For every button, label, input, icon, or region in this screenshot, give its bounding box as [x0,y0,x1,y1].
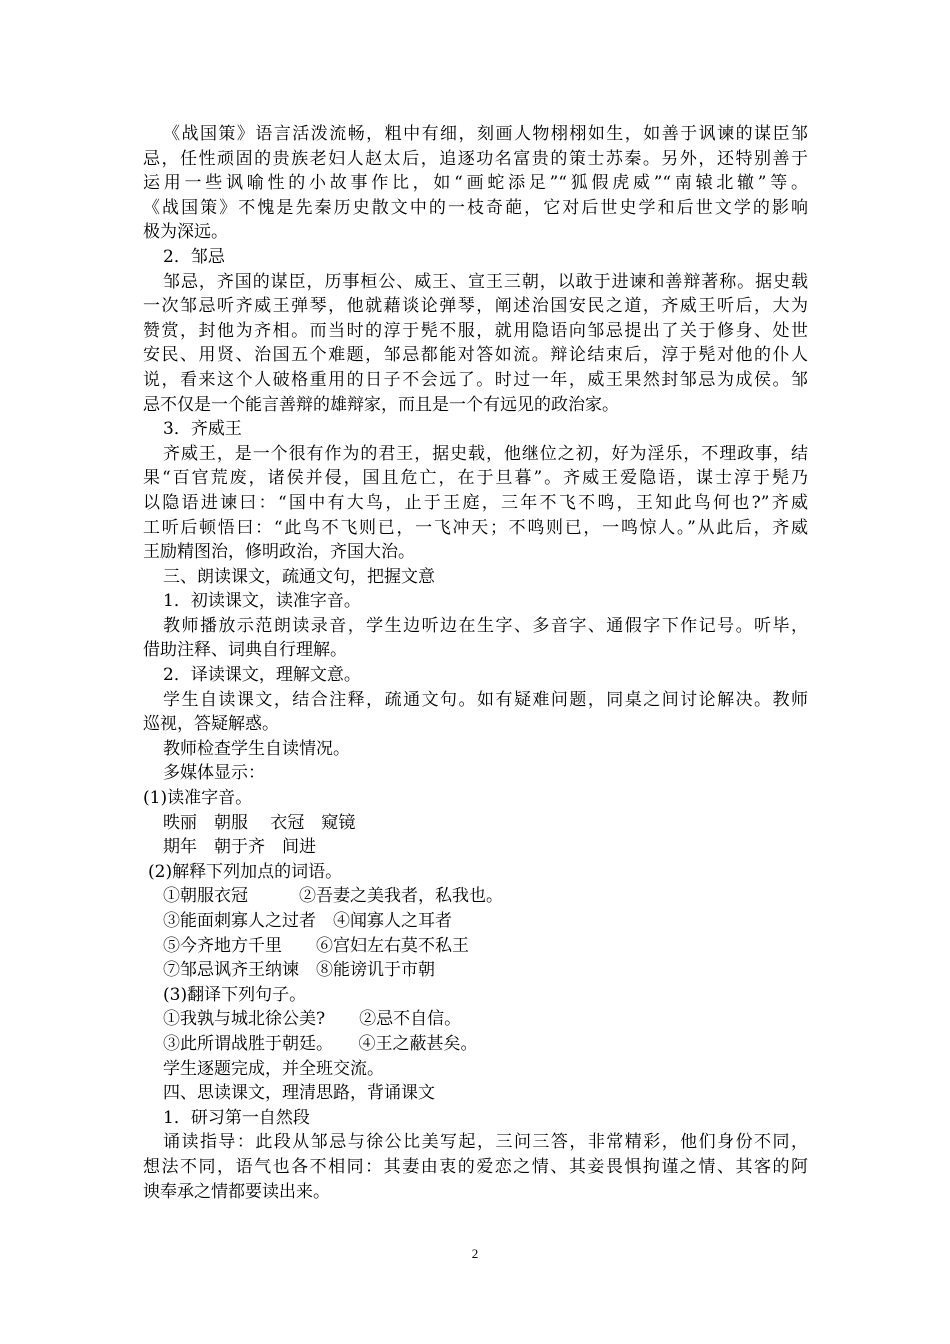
text-line: 学生逐题完成，并全班交流。 [163,1058,384,1079]
text-line: 1．研习第一自然段 [163,1107,310,1128]
text-line: ③此所谓战胜于朝廷。 ④王之蔽甚矣。 [163,1033,478,1054]
text-line: 工听后顿悟曰：“此鸟不飞则已，一飞冲天；不鸣则已，一鸣惊人。”从此后，齐威 [143,517,808,538]
text-line: 四、思读课文，理清思路，背诵课文 [163,1083,435,1104]
text-line: 3．齐威王 [163,419,242,440]
text-line: 诵读指导：此段从邹忌与徐公比美写起，三问三答，非常精彩，他们身份不同， [163,1132,808,1153]
text-line: 以隐语进谏曰：“国中有大鸟，止于王庭，三年不飞不鸣，王知此鸟何也?”齐威 [143,492,808,513]
text-line: 2．邹忌 [163,246,225,267]
text-line: 2．译读课文，理解文意。 [163,665,361,686]
text-line: 运用一些讽喻性的小故事作比，如“画蛇添足”“狐假虎威”“南辕北辙”等。 [143,173,808,194]
document-body [143,122,808,1204]
text-line: (1)读准字音。 [143,788,253,809]
text-line: ③能面刺寡人之过者 ④闻寡人之耳者 [163,911,452,931]
text-line: 三、朗读课文，疏通文句，把握文意 [163,566,435,587]
text-line: 谀奉承之情都要读出来。 [143,1181,330,1202]
text-line: 巡视，答疑解惑。 [143,714,279,735]
text-line: 齐威王，是一个很有作为的君王，据史载，他继位之初，好为淫乐，不理政事，结 [163,443,808,464]
text-line: 《战国策》不愧是先秦历史散文中的一枝奇葩，它对后世史学和后世文学的影响 [143,197,808,218]
text-line: 果“百官荒废，诸侯并侵，国且危亡，在于旦暮”。齐威王爱隐语，谋士淳于髡乃 [143,468,808,489]
text-line: 学生自读课文，结合注释，疏通文句。如有疑难问题，同桌之间讨论解决。教师 [163,689,808,710]
text-line: 忌不仅是一个能言善辩的雄辩家，而且是一个有远见的政治家。 [143,394,619,415]
text-line: 教师检查学生自读情况。 [163,738,350,759]
text-line: 安民、用贤、治国五个难题，邹忌都能对答如流。辩论结束后，淳于髡对他的仆人 [143,345,808,366]
text-line: 期年 朝于齐 间进 [163,837,316,858]
text-line: 邹忌，齐国的谋臣，历事桓公、威王、宣王三朝，以敢于进谏和善辩著称。据史载 [163,271,808,292]
text-line: ⑦邹忌讽齐王纳谏 ⑧能谤讥于市朝 [163,960,435,981]
text-line: 极为深远。 [143,222,228,243]
text-line: 王励精图治，修明政治，齐国大治。 [143,542,415,563]
text-line: 说，看来这个人破格重用的日子不会远了。时过一年，威王果然封邹忌为成侯。邹 [143,369,808,390]
page-number: 2 [471,1246,479,1261]
text-line: (3)翻译下列句子。 [163,984,307,1005]
text-line: 一次邹忌听齐威王弹琴，他就藉谈论弹琴，阐述治国安民之道，齐威王听后，大为 [143,296,808,317]
text-line: (2)解释下列加点的词语。 [148,861,343,882]
text-line: ⑤今齐地方千里 ⑥宫妇左右莫不私王 [163,935,469,956]
text-line: 想法不同，语气也各不相同：其妻由衷的爱恋之情、其妾畏惧拘谨之情、其客的阿 [143,1156,808,1177]
text-line: 借助注释、词典自行理解。 [143,640,347,661]
text-line: 《战国策》语言活泼流畅，粗中有细，刻画人物栩栩如生，如善于讽谏的谋臣邹 [163,124,808,144]
text-line: ①我孰与城北徐公美? ②忌不自信。 [163,1009,462,1030]
text-line: 教师播放示范朗读录音，学生边听边在生字、多音字、通假字下作记号。听毕， [163,615,808,636]
text-line: 多媒体显示： [163,763,265,784]
text-line: 昳丽 朝服 衣冠 窥镜 [163,812,356,833]
text-line: 忌，任性顽固的贵族老妇人赵太后，追逐功名富贵的策士苏秦。另外，还特别善于 [143,148,808,169]
text-line: 赞赏，封他为齐相。而当时的淳于髡不服，就用隐语向邹忌提出了关于修身、处世 [143,320,808,341]
text-line: ①朝服衣冠 ②吾妻之美我者，私我也。 [163,886,503,907]
text-line: 1．初读课文，读准字音。 [163,591,361,612]
